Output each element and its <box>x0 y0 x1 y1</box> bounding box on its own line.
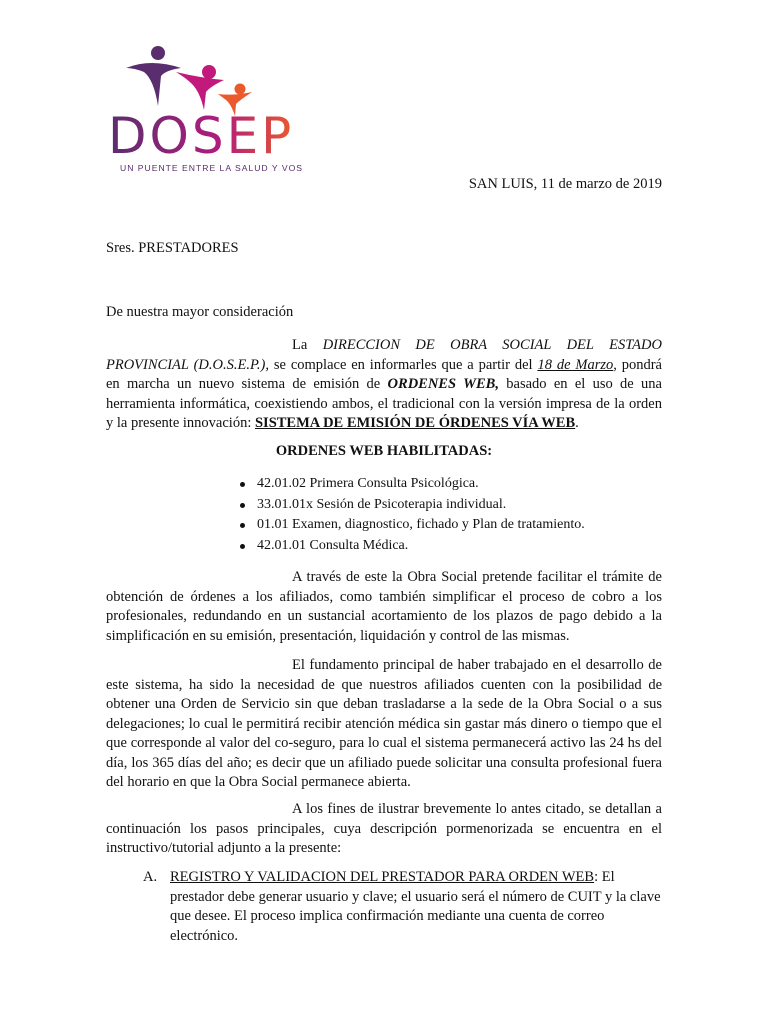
step-letter: A. <box>143 869 158 885</box>
addressee: Sres. PRESTADORES <box>106 240 239 256</box>
list-item: 33.01.01x Sesión de Psicoterapia individual. <box>240 495 585 516</box>
step-a <box>143 868 663 946</box>
list-item: 42.01.02 Primera Consulta Psicológica. <box>240 474 585 495</box>
intro-paragraph: La DIRECCION DE OBRA SOCIAL DEL ESTADO PROVINCIAL (D.O.S.E.P.), se complace en informarles que a partir del 18 de Marzo, pondrá en marcha un nuevo sistema de emisión de ORDENES WEB, basado en el uso de una herramienta informática, coexistiendo ambos, el tradicional con la versión impresa de la orden y la presente innovación: SISTEMA DE EMISIÓN DE ÓRDENES VÍA WEB. <box>106 337 662 431</box>
orders-list <box>240 474 585 556</box>
paragraph-purpose: A través de este la Obra Social pretende facilitar el trámite de obtención de órdenes a los afiliados, como también simplificar el proceso de cobro a los profesionales, redundando en un sustancial acortamiento de los plazos de pago debido a la simplificación en su emisión, presentación, liquidación y control de las mismas. <box>106 569 662 644</box>
greeting: De nuestra mayor consideración <box>106 304 294 320</box>
logo-tagline: UN PUENTE ENTRE LA SALUD Y VOS <box>120 163 303 173</box>
dosep-logo <box>106 40 346 175</box>
letter-date: SAN LUIS, 11 de marzo de 2019 <box>468 176 662 192</box>
list-item: 42.01.01 Consulta Médica. <box>240 536 585 557</box>
step-text: : El prestador debe generar usuario y clave; el usuario será el número de CUIT y la clave que desee. El proceso implica confirmación mediante una cuenta de correo electrónico. <box>170 869 661 944</box>
list-item: 01.01 Examen, diagnostico, fichado y Plan de tratamiento. <box>240 515 585 536</box>
orders-heading: ORDENES WEB HABILITADAS: <box>275 443 493 459</box>
step-title: REGISTRO Y VALIDACION DEL PRESTADOR PARA ORDEN WEB <box>170 869 595 885</box>
paragraph-steps-intro: A los fines de ilustrar brevemente lo antes citado, se detallan a continuación los pasos principales, cuya descripción pormenorizada se encuentra en el instructivo/tutorial adjunto a la presente: <box>106 801 662 856</box>
system-name: SISTEMA DE EMISIÓN DE ÓRDENES VÍA WEB <box>254 415 576 431</box>
logo-wordmark: DOSEP <box>108 107 295 165</box>
paragraph-rationale: El fundamento principal de haber trabajado en el desarrollo de este sistema, ha sido la necesidad de que nuestros afiliados cuenten con la posibilidad de obtener una Orden de Servicio sin que deban trasladarse a la sede de la Obra Social o a sus delegaciones; lo cual le permitirá recibir atención médica sin gastar más dinero o tiempo que el que corresponde al valor del co-seguro, para lo cual el sistema permanecerá activo las 24 hs del día, los 365 días del año; es decir que un afiliado puede solicitar una consulta profesional fuera del horario en que la Obra Social permanece abierta. <box>106 657 662 790</box>
